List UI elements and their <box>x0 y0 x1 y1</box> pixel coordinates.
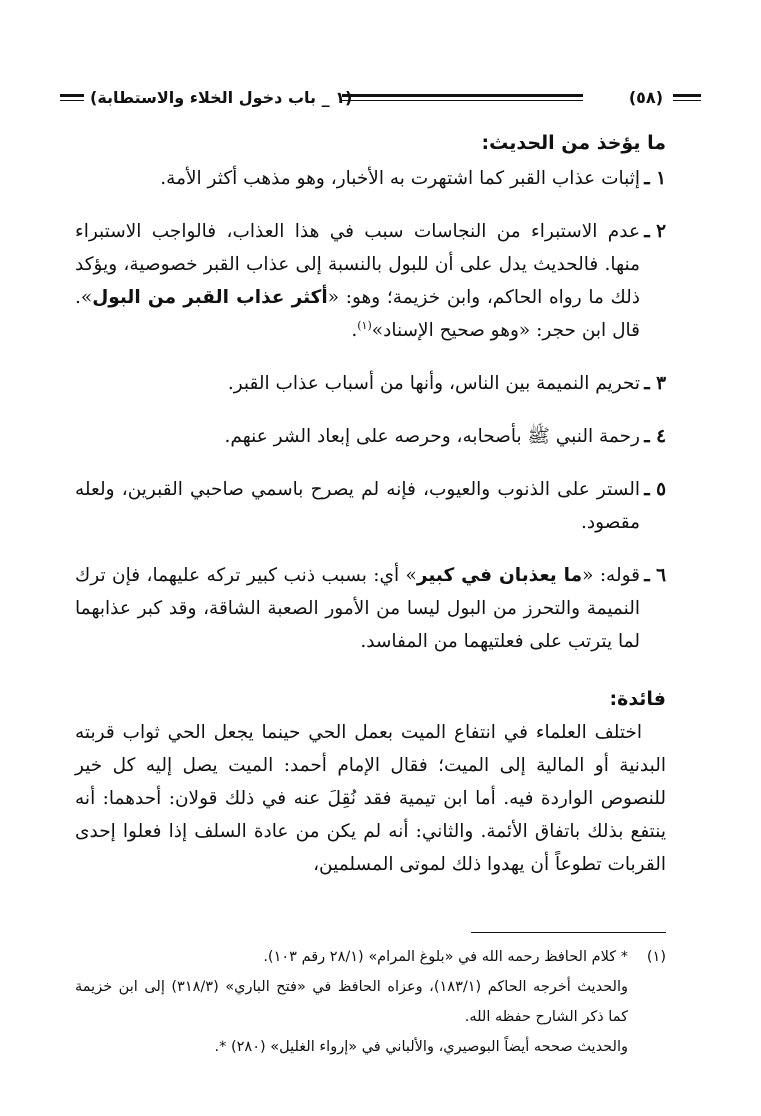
running-header <box>60 83 701 113</box>
list-item-1 <box>75 162 666 195</box>
item-number: ٣ ـ <box>644 373 666 394</box>
footnote-number: (١) <box>646 949 666 965</box>
list-item-4 <box>75 420 666 453</box>
item-number: ١ ـ <box>644 168 666 189</box>
benefit-heading: فائدة: <box>609 688 666 710</box>
item-number: ٥ ـ <box>644 479 666 500</box>
item-text: إثبات عذاب القبر كما اشتهرت به الأخبار، وهو مذهب أكثر الأمة. <box>160 168 640 189</box>
footnote-line: (١) * كلام الحافظ رحمه الله في «بلوغ المرام» (٢٨/١ رقم ١٠٣). <box>75 942 666 972</box>
header-rule-middle <box>342 94 583 101</box>
main-content <box>75 120 666 881</box>
page-number: (٥٨) <box>628 88 663 107</box>
item-text: قوله: « <box>582 565 641 586</box>
chapter-title: (١ _ باب دخول الخلاء والاستطابة) <box>90 88 353 107</box>
header-rule-left <box>60 94 84 101</box>
item-end: . <box>351 320 358 341</box>
list-item-5 <box>75 473 666 539</box>
list-item-2 <box>75 215 666 347</box>
item-number: ٢ ـ <box>644 221 666 242</box>
benefit-paragraph: اختلف العلماء في انتفاع الميت بعمل الحي حينما يجعل الحي ثواب قربته البدنية أو المالية إلى الميت؛ فقال الإمام أحمد: الميت يصل إليه كل خير للنصوص الواردة فيه. أما ابن تيمية فقد نُقِلَ عنه في ذلك قولان: أحدهما: أنه ينتفع بذلك باتفاق الأئمة. والثاني: أنه لم يكن من عادة السلف إذا فعلوا إحدى القربات تطوعاً أن يهدوا ذلك لموتى المسلمين، <box>75 722 666 875</box>
footnote-ref[interactable]: (١) <box>357 318 372 332</box>
item-text: رحمة النبي ﷺ بأصحابه، وحرصه على إبعاد الشر عنهم. <box>224 426 640 447</box>
hadith-quote: ما يعذبان في كبير <box>416 565 583 586</box>
list-item-6 <box>75 559 666 658</box>
footnotes <box>75 942 666 1062</box>
footnote-line: والحديث أخرجه الحاكم (١٨٣/١)، وعزاه الحافظ في «فتح الباري» (٣١٨/٣) إلى ابن خزيمة كما ذكر الشارح حفظه الله. <box>75 979 628 1025</box>
item-text: تحريم النميمة بين الناس، وأنها من أسباب عذاب القبر. <box>227 373 640 394</box>
hadith-quote: أكثر عذاب القبر من البول <box>92 287 328 308</box>
list-item-3 <box>75 367 666 400</box>
item-number: ٦ ـ <box>644 565 666 586</box>
item-text: عدم الاستبراء من النجاسات سبب في هذا العذاب، فالواجب الاستبراء منها. فالحديث يدل على أن للبول بالنسبة إلى عذاب القبر خصوصية، ويؤكد ذلك ما رواه الحاكم، وابن خزيمة؛ وهو: « <box>75 221 640 308</box>
footnote-separator <box>471 932 666 933</box>
header-rule-right <box>673 94 701 101</box>
item-number: ٤ ـ <box>644 426 666 447</box>
item-text: الستر على الذنوب والعيوب، فإنه لم يصرح باسمي صاحبي القبرين، ولعله مقصود. <box>75 479 640 533</box>
section-heading: ما يؤخذ من الحديث: <box>481 132 666 154</box>
footnote-line: والحديث صححه أيضاً البوصيري، والألباني في «إرواء الغليل» (٢٨٠) *. <box>214 1039 628 1055</box>
item-text-cont: ». قال ابن حجر: «وهو صحيح الإسناد» <box>75 287 640 341</box>
item-text-cont: » أي: بسبب ذنب كبير تركه عليهما، فإن ترك النميمة والتحرز من البول ليسا من الأمور الصعبة الشاقة، وقد كبر عذابهما لما يترتب على فعلتيهما من المفاسد. <box>75 565 640 652</box>
